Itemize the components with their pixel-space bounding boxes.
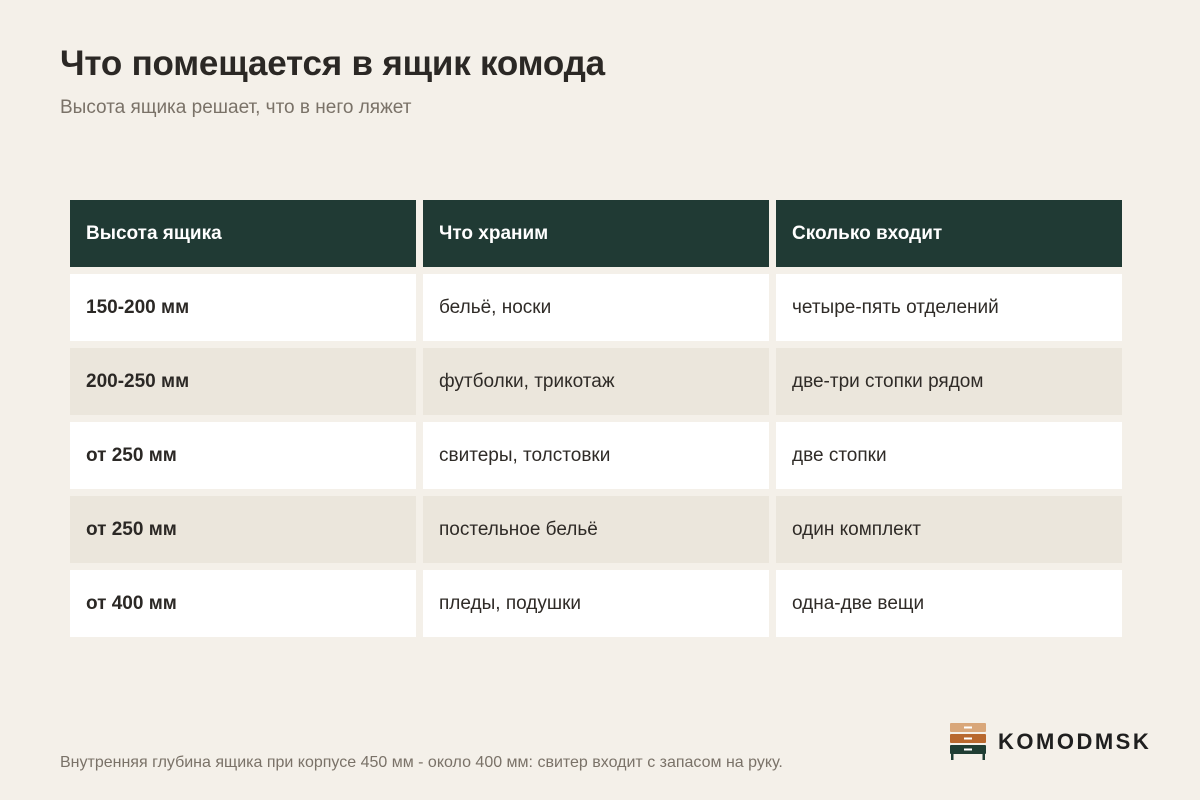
footnote: Внутренняя глубина ящика при корпусе 450 мм - около 400 мм: свитер входит с запасом на руку. — [60, 754, 783, 771]
dresser-icon — [950, 722, 986, 762]
table-cell-contents: постельное бельё — [423, 496, 769, 563]
table-cell-height: от 250 мм — [70, 422, 416, 489]
table-row — [70, 422, 1123, 489]
page-subtitle: Высота ящика решает, что в него ляжет — [60, 97, 412, 118]
column-header-height: Высота ящика — [70, 200, 416, 267]
table-row — [70, 274, 1123, 341]
table-header-row — [70, 200, 1123, 267]
table-cell-capacity: четыре-пять отделений — [776, 274, 1122, 341]
column-header-capacity: Сколько входит — [776, 200, 1122, 267]
table-cell-contents: бельё, носки — [423, 274, 769, 341]
table-cell-capacity: две стопки — [776, 422, 1122, 489]
table-row — [70, 348, 1123, 415]
page-title: Что помещается в ящик комода — [60, 44, 605, 83]
table-cell-contents: свитеры, толстовки — [423, 422, 769, 489]
column-header-contents: Что храним — [423, 200, 769, 267]
table-row — [70, 496, 1123, 563]
drawer-table — [70, 200, 1123, 644]
table-cell-contents: футболки, трикотаж — [423, 348, 769, 415]
table-cell-height: 200-250 мм — [70, 348, 416, 415]
brand-name: KOMODMSK — [998, 729, 1152, 754]
table-cell-contents: пледы, подушки — [423, 570, 769, 637]
table-cell-height: 150-200 мм — [70, 274, 416, 341]
table-cell-capacity: один комплект — [776, 496, 1122, 563]
table-cell-height: от 250 мм — [70, 496, 416, 563]
brand-logo — [950, 722, 1151, 762]
table-cell-capacity: одна-две вещи — [776, 570, 1122, 637]
table-cell-capacity: две-три стопки рядом — [776, 348, 1122, 415]
table-row — [70, 570, 1123, 637]
table-cell-height: от 400 мм — [70, 570, 416, 637]
